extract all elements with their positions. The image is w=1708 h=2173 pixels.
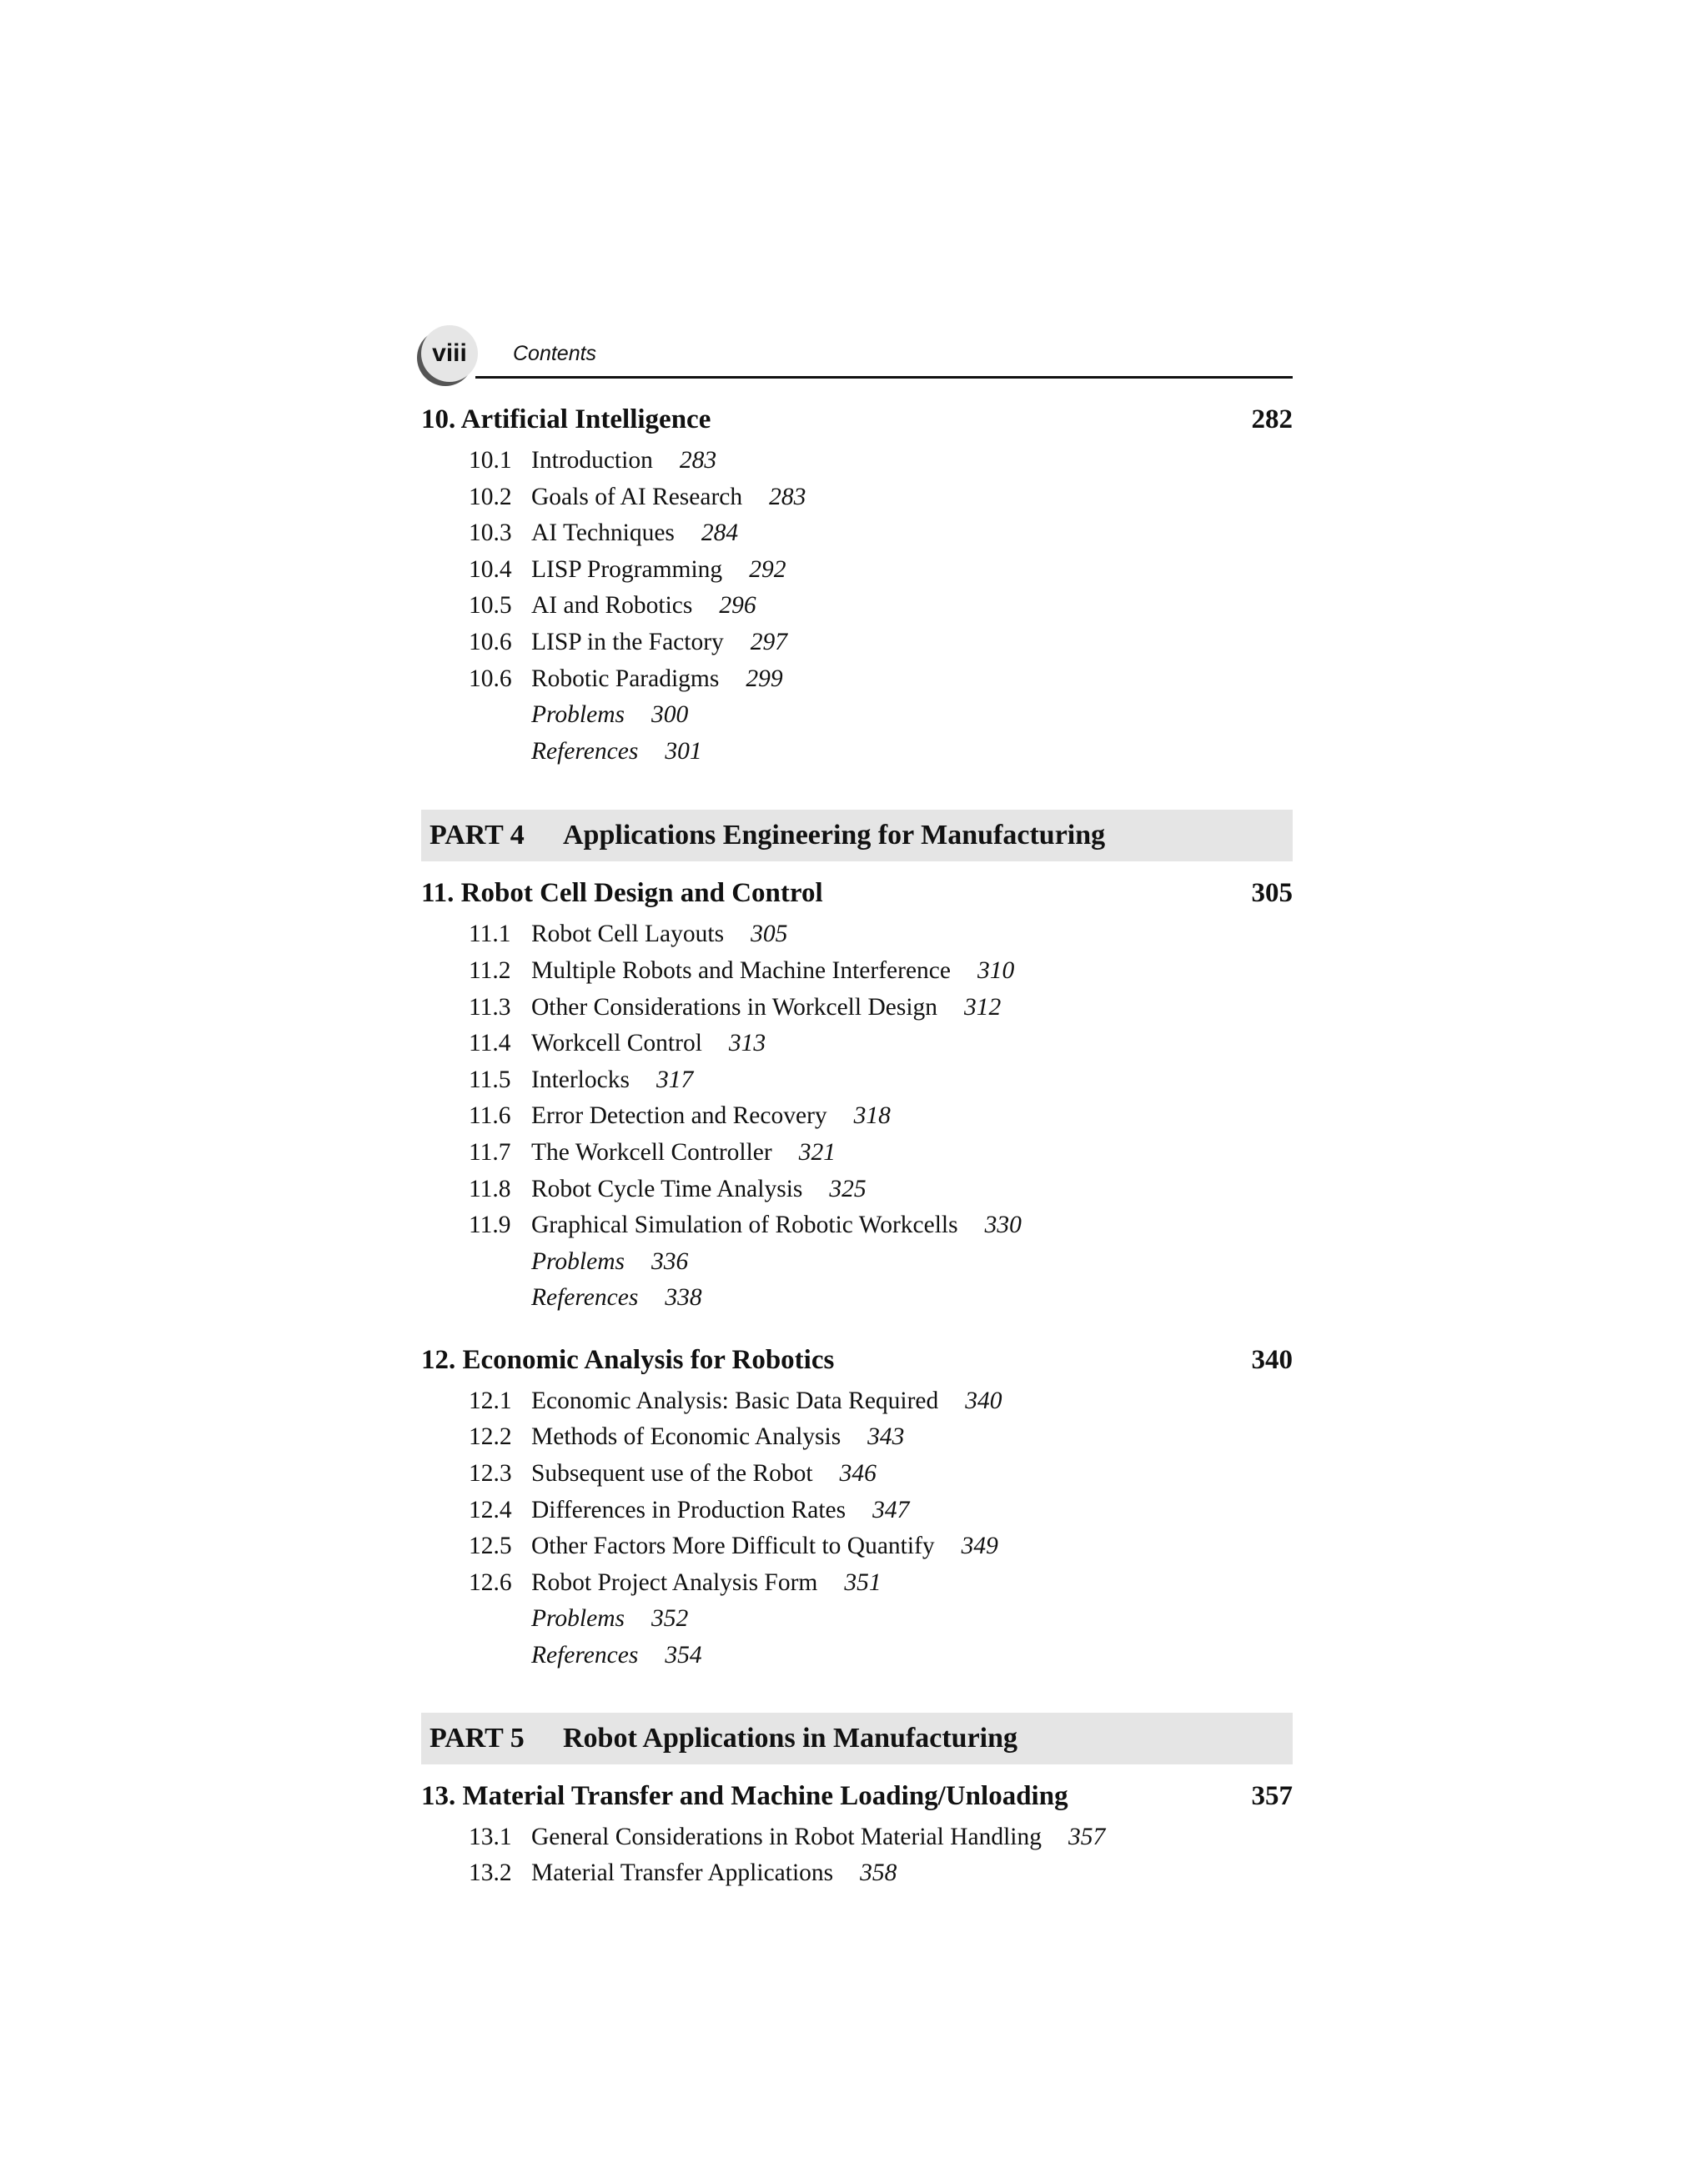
entry-page-number: 347 [872, 1496, 910, 1523]
chapter-section [421, 401, 1293, 770]
toc-entry [421, 515, 1293, 552]
entry-number: 11.4 [469, 1030, 511, 1057]
toc-entry [421, 1135, 1293, 1172]
toc-entry [421, 1172, 1293, 1208]
entry-number: 10.5 [469, 592, 512, 620]
entry-number: 10.3 [469, 519, 512, 547]
entry-number: 11.9 [469, 1212, 511, 1239]
part-title: Robot Applications in Manufacturing [563, 1722, 1018, 1754]
entry-title: Goals of AI Research [531, 483, 743, 510]
entry-page-number: 297 [750, 628, 788, 655]
entry-page-number: 313 [728, 1030, 766, 1057]
entry-title: Problems [531, 1247, 625, 1275]
toc-entry [421, 1819, 1293, 1856]
chapter-heading [421, 875, 1293, 911]
chapter-section [421, 875, 1293, 1317]
entry-number: 13.1 [469, 1823, 512, 1850]
toc-entry [421, 588, 1293, 625]
entry-page-number: 343 [867, 1423, 905, 1451]
entry-page-number: 284 [701, 519, 739, 547]
chapter-title: 10. Artificial Intelligence [421, 404, 711, 434]
entry-page-number: 325 [829, 1175, 867, 1202]
entry-number: 12.5 [469, 1533, 512, 1560]
entry-title: Interlocks [531, 1066, 630, 1093]
entry-title: References [531, 737, 639, 765]
entry-page-number: 349 [961, 1533, 998, 1560]
toc-entry [421, 1638, 1293, 1674]
entry-page-number: 352 [651, 1605, 689, 1633]
entry-number: 11.8 [469, 1175, 511, 1202]
entry-title: Economic Analysis: Basic Data Required [531, 1387, 939, 1414]
entry-title: Robotic Paradigms [531, 665, 720, 692]
chapter-section [421, 1778, 1293, 1892]
chapter-title: 12. Economic Analysis for Robotics [421, 1344, 835, 1375]
toc-entry [421, 479, 1293, 516]
toc-entry [421, 916, 1293, 953]
entry-title: Workcell Control [531, 1030, 702, 1057]
part-label: PART 5 [430, 1722, 525, 1754]
chapter-page-number: 282 [1251, 404, 1293, 434]
entry-page-number: 330 [984, 1212, 1022, 1239]
chapter-entries [421, 1383, 1293, 1674]
toc-entry [421, 1207, 1293, 1244]
entry-number: 11.2 [469, 956, 511, 984]
entry-page-number: 312 [964, 993, 1002, 1021]
entry-title: Other Considerations in Workcell Design [531, 993, 938, 1021]
entry-number: 11.5 [469, 1066, 511, 1093]
entry-number: 11.3 [469, 993, 511, 1021]
entry-page-number: 292 [749, 555, 786, 583]
entry-title: LISP Programming [531, 555, 723, 583]
toc-entry [421, 625, 1293, 661]
chapter-entries [421, 1819, 1293, 1892]
entry-title: The Workcell Controller [531, 1138, 772, 1166]
entry-page-number: 318 [853, 1102, 891, 1130]
entry-title: Methods of Economic Analysis [531, 1423, 841, 1451]
entry-title: Subsequent use of the Robot [531, 1460, 813, 1488]
entry-page-number: 305 [751, 921, 788, 948]
entry-page-number: 354 [665, 1642, 702, 1669]
part-banner [421, 810, 1293, 861]
toc-entry [421, 990, 1293, 1026]
entry-page-number: 283 [679, 447, 717, 474]
entry-page-number: 299 [746, 665, 783, 692]
entry-page-number: 300 [651, 701, 689, 729]
entry-title: Robot Cell Layouts [531, 921, 725, 948]
running-title: Contents [513, 342, 597, 365]
toc-entry [421, 1280, 1293, 1317]
chapter-entries [421, 916, 1293, 1317]
entry-title: Material Transfer Applications [531, 1859, 834, 1887]
chapter-heading [421, 401, 1293, 438]
part-banner [421, 1713, 1293, 1764]
toc-entry [421, 1098, 1293, 1135]
toc-entry [421, 953, 1293, 990]
toc-entry [421, 1244, 1293, 1281]
entry-number: 10.2 [469, 483, 512, 510]
entry-title: AI Techniques [531, 519, 675, 547]
toc-entry [421, 1528, 1293, 1565]
toc-entry [421, 1062, 1293, 1099]
toc-entry [421, 1026, 1293, 1062]
entry-number: 10.1 [469, 447, 512, 474]
chapter-page-number: 357 [1251, 1780, 1293, 1811]
entry-title: Robot Project Analysis Form [531, 1568, 818, 1596]
table-of-contents [421, 401, 1293, 1892]
toc-entry [421, 1855, 1293, 1892]
chapter-page-number: 340 [1251, 1344, 1293, 1375]
entry-title: Introduction [531, 447, 653, 474]
entry-number: 12.6 [469, 1568, 512, 1596]
entry-title: Robot Cycle Time Analysis [531, 1175, 803, 1202]
toc-entry [421, 661, 1293, 698]
toc-entry [421, 1565, 1293, 1602]
entry-page-number: 336 [651, 1247, 689, 1275]
entry-page-number: 358 [860, 1859, 897, 1887]
toc-entry [421, 1419, 1293, 1456]
chapter-heading [421, 1342, 1293, 1378]
entry-number: 10.4 [469, 555, 512, 583]
entry-page-number: 301 [665, 737, 702, 765]
toc-page [421, 325, 1293, 1892]
entry-title: References [531, 1284, 639, 1312]
entry-number: 10.6 [469, 628, 512, 655]
entry-number: 10.6 [469, 665, 512, 692]
entry-title: Other Factors More Difficult to Quantify [531, 1533, 935, 1560]
entry-title: Problems [531, 1605, 625, 1633]
entry-page-number: 283 [769, 483, 806, 510]
entry-number: 12.3 [469, 1460, 512, 1488]
entry-title: Graphical Simulation of Robotic Workcells [531, 1212, 958, 1239]
toc-entry [421, 734, 1293, 770]
entry-number: 12.4 [469, 1496, 512, 1523]
entry-page-number: 338 [665, 1284, 702, 1312]
entry-page-number: 357 [1068, 1823, 1106, 1850]
toc-entry [421, 697, 1293, 734]
toc-entry [421, 443, 1293, 479]
entry-title: References [531, 1642, 639, 1669]
entry-page-number: 340 [965, 1387, 1002, 1414]
entry-number: 11.7 [469, 1138, 511, 1166]
entry-title: Problems [531, 701, 625, 729]
entry-title: Error Detection and Recovery [531, 1102, 827, 1130]
chapter-page-number: 305 [1251, 878, 1293, 909]
toc-entry [421, 1601, 1293, 1638]
entry-page-number: 346 [839, 1460, 877, 1488]
page-number-badge [421, 325, 478, 382]
entry-page-number: 317 [656, 1066, 694, 1093]
entry-title: Multiple Robots and Machine Interference [531, 956, 951, 984]
entry-page-number: 296 [719, 592, 756, 620]
toc-entry [421, 1383, 1293, 1420]
toc-entry [421, 552, 1293, 589]
entry-page-number: 321 [798, 1138, 836, 1166]
chapter-title: 13. Material Transfer and Machine Loading/Unloading [421, 1780, 1068, 1811]
header-rule [475, 376, 1293, 379]
entry-number: 12.1 [469, 1387, 512, 1414]
entry-page-number: 310 [977, 956, 1015, 984]
running-header [421, 325, 1293, 385]
toc-entry [421, 1456, 1293, 1493]
toc-entry [421, 1493, 1293, 1529]
entry-title: LISP in the Factory [531, 628, 724, 655]
entry-number: 13.2 [469, 1859, 512, 1887]
chapter-entries [421, 443, 1293, 770]
entry-number: 11.6 [469, 1102, 511, 1130]
entry-page-number: 351 [844, 1568, 882, 1596]
entry-title: AI and Robotics [531, 592, 693, 620]
page-number: viii [432, 339, 467, 367]
entry-number: 12.2 [469, 1423, 512, 1451]
part-title: Applications Engineering for Manufacturing [563, 820, 1106, 851]
entry-number: 11.1 [469, 921, 511, 948]
chapter-section [421, 1342, 1293, 1674]
entry-title: Differences in Production Rates [531, 1496, 846, 1523]
part-label: PART 4 [430, 820, 525, 851]
chapter-heading [421, 1778, 1293, 1814]
chapter-title: 11. Robot Cell Design and Control [421, 878, 823, 909]
entry-title: General Considerations in Robot Material Handling [531, 1823, 1042, 1850]
